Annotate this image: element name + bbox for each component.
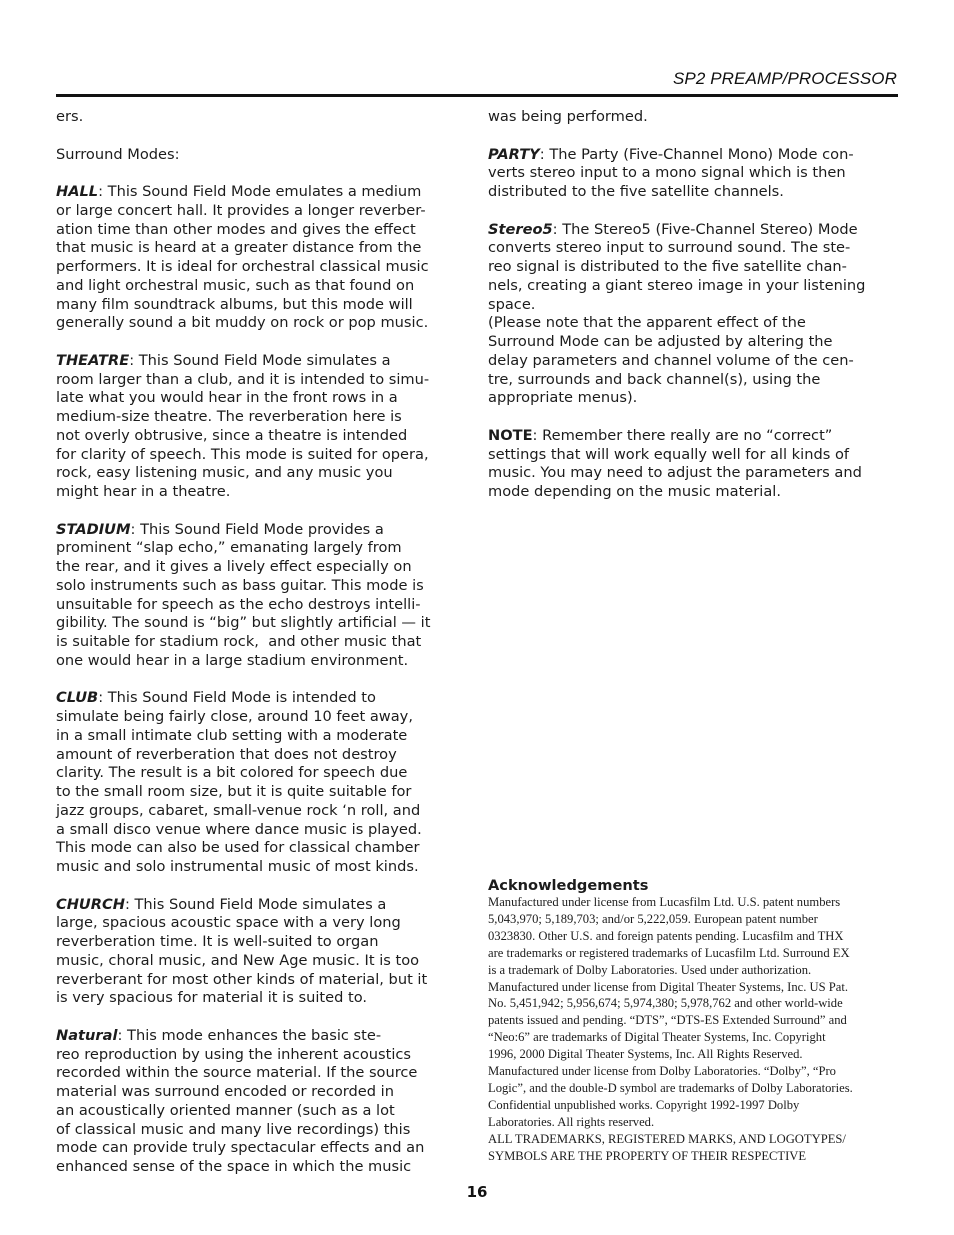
text-run: music and solo instrumental music of most kinds. — [56, 858, 419, 875]
text-run: reo signal is distributed to the five satellite chan- — [488, 258, 847, 275]
text-run: reverberant for most other kinds of material, but it — [56, 970, 428, 988]
text-run: Surround Modes: — [56, 145, 180, 163]
paragraph — [56, 352, 466, 502]
text-run: delay parameters and channel volume of the cen- — [488, 351, 854, 369]
text-line — [488, 371, 900, 390]
acknowledgement-line: No. 5,451,942; 5,956,674; 5,974,380; 5,978,762 and other world-wide — [488, 996, 843, 1011]
text-run: material was surround encoded or recorded in — [56, 1083, 394, 1100]
text-line — [56, 708, 466, 727]
right-column — [488, 108, 900, 502]
text-run: nels, creating a giant stereo image in your listening — [488, 276, 866, 294]
acknowledgement-line: Logic”, and the double-D symbol are trademarks of Dolby Laboratories. — [488, 1080, 853, 1095]
left-column — [56, 108, 466, 1177]
text-run: space. — [488, 295, 536, 313]
acknowledgement-line: Confidential unpublished works. Copyright 1992-1997 Dolby — [488, 1097, 800, 1112]
text-line — [56, 652, 466, 671]
text-run: generally sound a bit muddy on rock or pop music. — [56, 314, 429, 332]
text-run: is very spacious for material it is suited to. — [56, 989, 368, 1007]
text-line — [56, 1083, 466, 1102]
text-run: a small disco venue where dance music is played. — [56, 820, 422, 838]
text-line — [56, 1046, 466, 1065]
text-run: music. You may need to adjust the parameters and — [488, 464, 862, 482]
paragraph — [488, 108, 900, 127]
text-line — [56, 539, 466, 558]
acknowledgements-heading: Acknowledgements — [488, 877, 649, 894]
text-run: recorded within the source material. If the source — [56, 1064, 418, 1082]
text-line — [56, 914, 466, 933]
acknowledgement-line: ALL TRADEMARKS, REGISTERED MARKS, AND LOGOTYPES/ — [488, 1131, 846, 1146]
paragraph-gap — [56, 164, 466, 183]
text-line — [56, 596, 466, 615]
text-line — [488, 239, 900, 258]
paragraph-gap — [488, 408, 900, 427]
text-line — [56, 464, 466, 483]
text-run: for clarity of speech. This mode is suited for opera, — [56, 445, 429, 463]
paragraph-gap — [56, 502, 466, 521]
text-run: tre, surrounds and back channel(s), using the — [488, 370, 821, 388]
text-line — [56, 1158, 466, 1177]
acknowledgements-text — [488, 894, 900, 1165]
text-run: unsuitable for speech as the echo destroys intelli- — [56, 595, 421, 613]
text-run: verts stereo input to a mono signal which is then — [488, 164, 846, 182]
text-line — [56, 202, 466, 221]
text-run: not overly obtrusive, since a theatre is intended — [56, 426, 408, 444]
text-line — [56, 746, 466, 765]
text-line — [56, 371, 466, 390]
text-line — [488, 164, 900, 183]
paragraph — [488, 146, 900, 202]
acknowledgement-line: patents issued and pending. “DTS”, “DTS-ES Extended Surround” and — [488, 1013, 847, 1028]
text-line — [488, 183, 900, 202]
acknowledgement-line: 1996, 2000 Digital Theater Systems, Inc. All Rights Reserved. — [488, 1047, 803, 1062]
text-run: gibility. The sound is “big” but slightly artificial — it — [56, 614, 431, 632]
text-run: ers. — [56, 108, 84, 125]
text-line — [56, 1121, 466, 1140]
acknowledgement-line: Manufactured under license from Digital Theater Systems, Inc. US Pat. — [488, 979, 848, 994]
text-run: amount of reverberation that does not destroy — [56, 745, 397, 763]
text-run: : This Sound Field Mode simulates a — [124, 895, 387, 913]
text-line — [56, 1139, 466, 1158]
text-line — [488, 314, 900, 333]
text-run: : This Sound Field Mode simulates a — [129, 351, 391, 369]
mode-term: THEATRE — [56, 351, 130, 369]
mode-term: PARTY — [488, 145, 540, 163]
text-line — [56, 427, 466, 446]
text-line — [488, 296, 900, 315]
page-number: 16 — [466, 1183, 488, 1201]
text-line — [488, 427, 900, 446]
text-run: ation time than other modes and gives the effect — [56, 220, 416, 238]
paragraph — [56, 1027, 466, 1177]
text-line — [56, 839, 466, 858]
text-run: : This mode enhances the basic ste- — [117, 1026, 382, 1044]
paragraph-gap — [56, 333, 466, 352]
text-line — [488, 146, 900, 165]
paragraph-gap — [56, 1008, 466, 1027]
text-line — [56, 314, 466, 333]
acknowledgement-line: SYMBOLS ARE THE PROPERTY OF THEIR RESPECTIVE — [488, 1148, 807, 1163]
text-run: : Remember there really are no “correct” — [532, 426, 833, 444]
mode-term: Natural — [56, 1026, 118, 1044]
text-run: This mode can also be used for classical chamber — [56, 839, 420, 857]
text-line — [56, 821, 466, 840]
paragraph — [56, 108, 466, 127]
text-run: enhanced sense of the space in which the music — [56, 1158, 412, 1175]
text-line — [56, 277, 466, 296]
text-line — [56, 352, 466, 371]
text-run: medium-size theatre. The reverberation here is — [56, 408, 402, 425]
text-line — [488, 389, 900, 408]
mode-term: CHURCH — [56, 895, 125, 913]
text-line — [56, 989, 466, 1008]
text-run: the rear, and it gives a lively effect especially on — [56, 558, 412, 575]
text-run: settings that will work equally well for all kinds of — [488, 445, 850, 463]
paragraph — [56, 896, 466, 1009]
text-line — [56, 446, 466, 465]
mode-term: CLUB — [56, 689, 99, 707]
text-run: (Please note that the apparent effect of the — [488, 314, 806, 332]
text-run: was being performed. — [488, 108, 648, 125]
text-line — [56, 239, 466, 258]
text-run: : This Sound Field Mode is intended to — [98, 689, 376, 707]
text-line — [56, 577, 466, 596]
text-line — [56, 483, 466, 502]
paragraph — [488, 427, 900, 502]
text-line — [56, 802, 466, 821]
text-run: reo reproduction by using the inherent acoustics — [56, 1045, 412, 1063]
text-run: and light orchestral music, such as that found on — [56, 276, 415, 294]
text-line — [56, 221, 466, 240]
paragraph — [56, 146, 466, 165]
text-line — [56, 183, 466, 202]
text-line — [488, 108, 900, 127]
text-line — [56, 952, 466, 971]
paragraph-gap — [56, 877, 466, 896]
acknowledgement-line: is a trademark of Dolby Laboratories. Used under authorization. — [488, 962, 812, 977]
text-run: reverberation time. It is well-suited to organ — [56, 933, 379, 950]
mode-term: STADIUM — [56, 520, 131, 538]
text-line — [56, 858, 466, 877]
text-run: appropriate menus). — [488, 389, 638, 407]
header-rule — [56, 94, 898, 97]
acknowledgement-line: 0323830. Other U.S. and foreign patents pending. Lucasfilm and THX — [488, 928, 844, 943]
acknowledgement-line: Manufactured under license from Lucasfilm Ltd. U.S. patent numbers — [488, 895, 841, 909]
text-run: room larger than a club, and it is intended to simu- — [56, 370, 430, 388]
text-run: prominent “slap echo,” emanating largely from — [56, 539, 402, 557]
text-line — [56, 783, 466, 802]
acknowledgement-line: “Neo:6” are trademarks of Digital Theater Systems, Inc. Copyright — [488, 1030, 826, 1045]
text-line — [56, 933, 466, 952]
mode-term: HALL — [56, 183, 99, 200]
text-run: of classical music and many live recordings) this — [56, 1120, 411, 1138]
text-run: : The Stereo5 (Five-Channel Stereo) Mode — [552, 220, 858, 238]
text-run: that music is heard at a greater distance from the — [56, 239, 422, 257]
paragraph-gap — [488, 127, 900, 146]
text-line — [488, 333, 900, 352]
paragraph-gap — [488, 202, 900, 221]
text-line — [56, 764, 466, 783]
text-line — [488, 483, 900, 502]
text-run: is suitable for stadium rock, and other music that — [56, 633, 422, 650]
text-line — [56, 1064, 466, 1083]
mode-term: Stereo5 — [488, 220, 553, 238]
text-line — [488, 446, 900, 465]
text-line — [56, 633, 466, 652]
text-run: Surround Mode can be adjusted by altering the — [488, 333, 833, 350]
text-run: one would hear in a large stadium environment. — [56, 651, 409, 669]
text-run: to the small room size, but it is quite suitable for — [56, 783, 412, 800]
text-run: many film soundtrack albums, but this mode will — [56, 295, 413, 313]
text-line — [488, 258, 900, 277]
text-line — [56, 727, 466, 746]
text-run: simulate being fairly close, around 10 feet away, — [56, 708, 413, 725]
text-line — [56, 614, 466, 633]
text-run: clarity. The result is a bit colored for speech due — [56, 764, 408, 782]
text-run: might hear in a theatre. — [56, 483, 231, 500]
text-run: late what you would hear in the front rows in a — [56, 389, 398, 407]
text-line — [488, 352, 900, 371]
text-run: solo instruments such as bass guitar. This mode is — [56, 576, 424, 594]
text-run: or large concert hall. It provides a longer reverber- — [56, 201, 426, 219]
paragraph-gap — [56, 127, 466, 146]
text-line — [56, 108, 466, 127]
text-run: music, choral music, and New Age music. It is too — [56, 951, 420, 969]
acknowledgement-line: 5,043,970; 5,189,703; and/or 5,222,059. European patent number — [488, 911, 818, 926]
text-line — [56, 389, 466, 408]
text-run: jazz groups, cabaret, small-venue rock ‘n roll, and — [56, 801, 421, 819]
text-run: rock, easy listening music, and any music you — [56, 464, 393, 482]
paragraph — [56, 521, 466, 671]
text-run: in a small intimate club setting with a moderate — [56, 726, 408, 744]
text-run: mode can provide truly spectacular effects and an — [56, 1139, 425, 1157]
text-line — [56, 258, 466, 277]
text-line — [56, 1027, 466, 1046]
text-line — [56, 521, 466, 540]
paragraph-gap — [56, 671, 466, 690]
acknowledgement-line: are trademarks or registered trademarks of Lucasfilm Ltd. Surround EX — [488, 945, 850, 960]
text-line — [488, 277, 900, 296]
text-run: mode depending on the music material. — [488, 483, 781, 500]
mode-term: NOTE — [488, 426, 533, 444]
text-line — [56, 896, 466, 915]
text-line — [56, 689, 466, 708]
text-run: performers. It is ideal for orchestral classical music — [56, 258, 429, 275]
acknowledgement-line: Manufactured under license from Dolby Laboratories. “Dolby”, “Pro — [488, 1064, 836, 1079]
text-run: large, spacious acoustic space with a very long — [56, 914, 401, 932]
acknowledgements-block — [488, 877, 900, 1165]
acknowledgement-line: Laboratories. All rights reserved. — [488, 1114, 655, 1129]
text-run: : The Party (Five-Channel Mono) Mode con- — [539, 145, 854, 163]
text-line — [488, 221, 900, 240]
text-run: : This Sound Field Mode provides a — [130, 520, 384, 538]
text-run: distributed to the five satellite channels. — [488, 183, 784, 200]
text-line — [56, 146, 466, 165]
text-line — [56, 971, 466, 990]
text-line — [56, 408, 466, 427]
paragraph — [56, 183, 466, 333]
text-line — [56, 558, 466, 577]
text-line — [56, 296, 466, 315]
page-header-title: SP2 PREAMP/PROCESSOR — [672, 69, 897, 88]
text-run: : This Sound Field Mode emulates a medium — [98, 183, 422, 200]
paragraph — [488, 221, 900, 409]
text-run: an acoustically oriented manner (such as a lot — [56, 1101, 395, 1119]
text-line — [56, 1102, 466, 1121]
paragraph — [56, 689, 466, 877]
text-run: converts stereo input to surround sound. The ste- — [488, 239, 851, 257]
text-line — [488, 464, 900, 483]
